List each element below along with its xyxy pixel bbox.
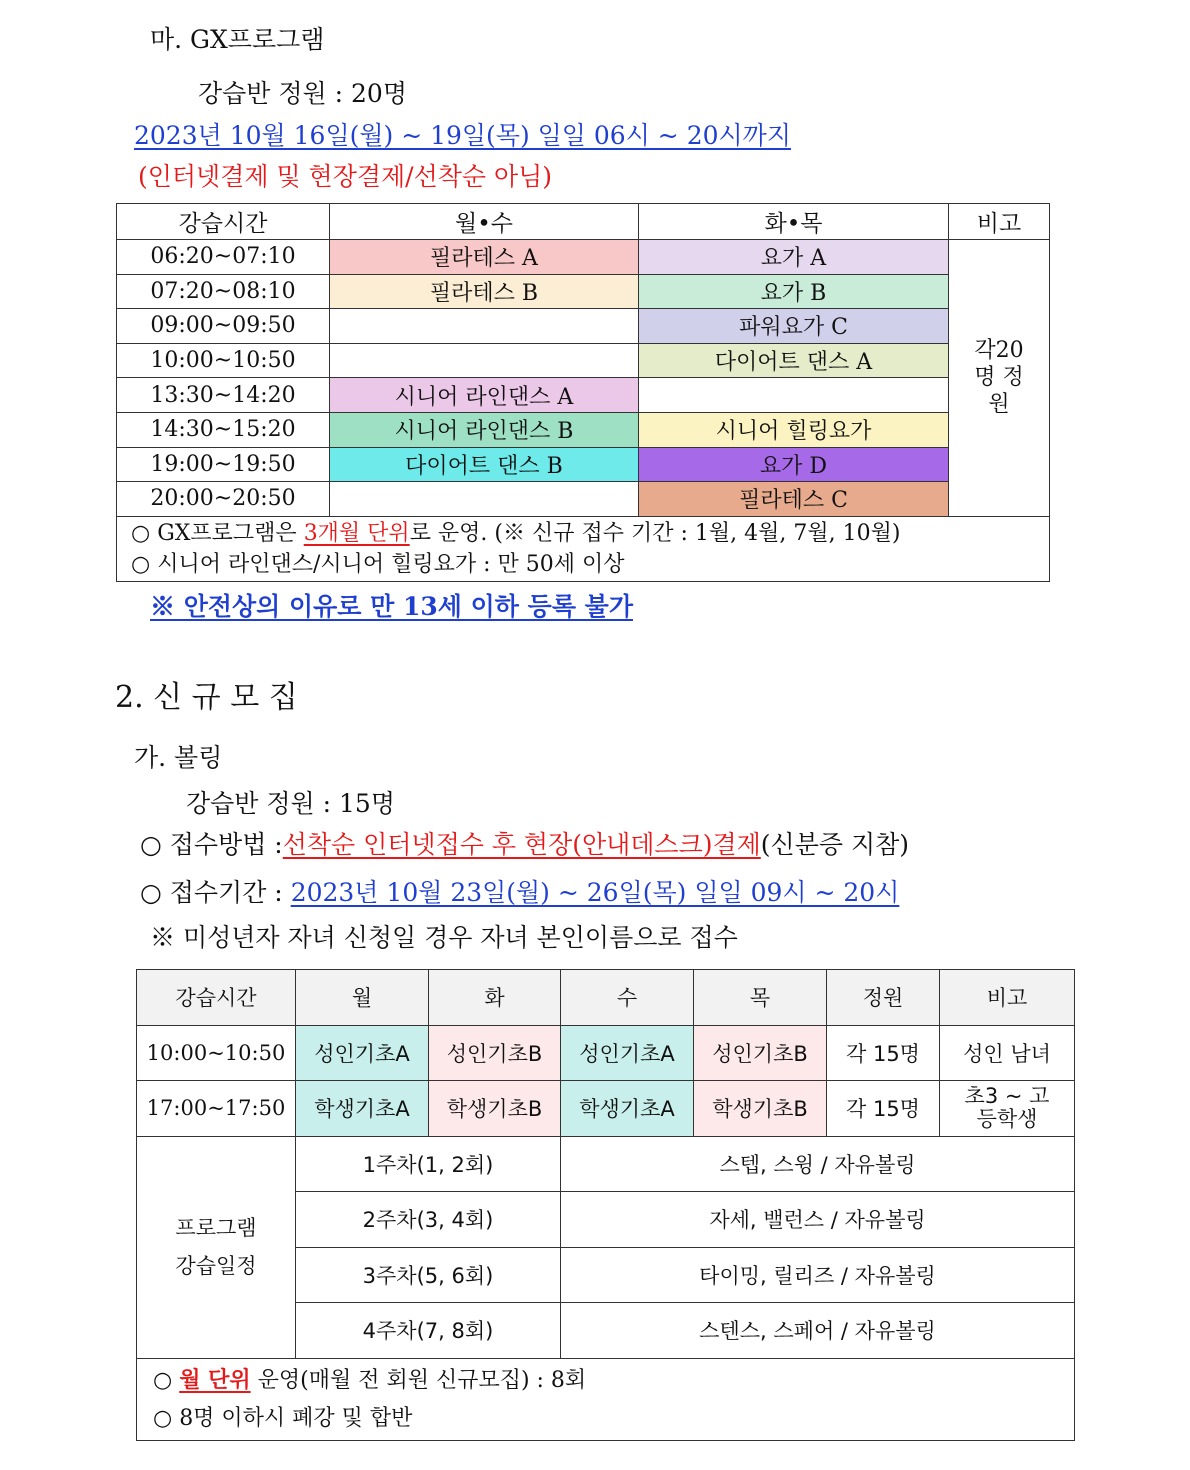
gx-class-mon-wed: 시니어 라인댄스 B [330, 412, 639, 447]
bowling-capacity: 강습반 정원 : 15명 [186, 789, 395, 818]
bowling-header-thu: 목 [694, 970, 827, 1026]
bowling-method-highlight: 선착순 인터넷접수 후 현장(안내데스크)결제 [282, 830, 761, 859]
bowling-week-content: 타이밍, 릴리즈 / 자유볼링 [561, 1247, 1075, 1303]
bowling-header-time: 강습시간 [137, 970, 296, 1026]
bowling-capacity-cell: 각 15명 [827, 1025, 940, 1081]
bowling-schedule-label-2: 강습일정 [175, 1254, 257, 1278]
bowling-week: 4주차(7, 8회) [296, 1303, 561, 1359]
bowling-header-remark: 비고 [940, 970, 1075, 1026]
gx-header-time: 강습시간 [117, 204, 330, 240]
bowling-class-wed: 성인기초A [561, 1025, 694, 1081]
gx-remark: 각20명 정원 [974, 338, 1024, 418]
gx-time: 14:30~15:20 [117, 412, 330, 447]
gx-heading: 마. GX프로그램 [150, 25, 325, 54]
gx-class-tue-thu [639, 378, 949, 413]
bowling-note-2: ○ 8명 이하시 폐강 및 합반 [153, 1405, 413, 1431]
gx-header-mon-wed: 월•수 [330, 204, 639, 240]
gx-time: 13:30~14:20 [117, 378, 330, 413]
gx-class-mon-wed: 필라테스 A [330, 240, 639, 275]
bowling-week: 1주차(1, 2회) [296, 1136, 561, 1192]
bowling-header-row [137, 970, 1075, 1026]
bowling-week-content: 스텐스, 스페어 / 자유볼링 [561, 1303, 1075, 1359]
gx-schedule-table [116, 203, 1050, 582]
bowling-header-wed: 수 [561, 970, 694, 1026]
gx-time: 20:00~20:50 [117, 482, 330, 517]
bowling-header-capacity: 정원 [827, 970, 940, 1026]
bowling-time: 17:00~17:50 [137, 1081, 296, 1137]
bowling-class-mon: 성인기초A [296, 1025, 429, 1081]
gx-row [117, 274, 1050, 309]
bowling-remark: 초3 ~ 고등학생 [964, 1084, 1050, 1132]
bowling-header-tue: 화 [429, 970, 561, 1026]
bowling-schedule-label [137, 1136, 296, 1358]
section-2-title: 2. 신 규 모 집 [115, 680, 298, 715]
bowling-note-1-prefix: ○ [153, 1367, 180, 1393]
gx-row [117, 240, 1050, 275]
bowling-period: 2023년 10월 23일(월) ~ 26일(목) 일일 09시 ~ 20시 [290, 878, 900, 907]
gx-header-tue-thu: 화•목 [639, 204, 949, 240]
gx-note-2: ○ 시니어 라인댄스/시니어 힐링요가 : 만 50세 이상 [131, 551, 625, 577]
bowling-note-1 [153, 1361, 1074, 1400]
bowling-week-content: 스텝, 스윙 / 자유볼링 [561, 1136, 1075, 1192]
bowling-week: 3주차(5, 6회) [296, 1247, 561, 1303]
bowling-class-thu: 학생기초B [694, 1081, 827, 1137]
bowling-period-line [140, 873, 899, 909]
gx-class-mon-wed [330, 309, 639, 344]
gx-class-mon-wed: 시니어 라인댄스 A [330, 378, 639, 413]
gx-row [117, 447, 1050, 482]
gx-row [117, 482, 1050, 517]
bowling-row [137, 1025, 1075, 1081]
gx-notes-row [117, 516, 1050, 581]
gx-time: 09:00~09:50 [117, 309, 330, 344]
bowling-method-label: ○ 접수방법 : [140, 830, 283, 859]
gx-class-mon-wed [330, 343, 639, 378]
gx-row [117, 343, 1050, 378]
bowling-heading: 가. 볼링 [134, 743, 223, 772]
gx-class-tue-thu: 필라테스 C [639, 482, 949, 517]
bowling-method-suffix: (신분증 지참) [760, 830, 910, 859]
gx-class-tue-thu: 요가 A [639, 240, 949, 275]
bowling-remark-cell [940, 1081, 1075, 1137]
gx-note-1-prefix: ○ GX프로그램은 [131, 520, 304, 546]
gx-remark-cell [949, 240, 1050, 517]
gx-class-mon-wed [330, 482, 639, 517]
bowling-week-content: 자세, 밸런스 / 자유볼링 [561, 1192, 1075, 1248]
bowling-capacity-cell: 각 15명 [827, 1081, 940, 1137]
gx-note-1 [131, 518, 1049, 549]
gx-row [117, 378, 1050, 413]
bowling-row [137, 1081, 1075, 1137]
gx-row [117, 309, 1050, 344]
bowling-schedule-table [136, 969, 1075, 1441]
bowling-remark-cell: 성인 남녀 [940, 1025, 1075, 1081]
bowling-method [140, 825, 909, 861]
bowling-minor-note: ※ 미성년자 자녀 신청일 경우 자녀 본인이름으로 접수 [150, 923, 738, 952]
bowling-notes [137, 1358, 1075, 1440]
bowling-class-tue: 성인기초B [429, 1025, 561, 1081]
gx-class-tue-thu: 요가 B [639, 274, 949, 309]
gx-header-row [117, 204, 1050, 240]
gx-class-mon-wed: 필라테스 B [330, 274, 639, 309]
gx-row [117, 412, 1050, 447]
gx-class-tue-thu: 다이어트 댄스 A [639, 343, 949, 378]
bowling-notes-row [137, 1358, 1075, 1440]
bowling-note-1-highlight: 월 단위 [179, 1366, 251, 1393]
bowling-time: 10:00~10:50 [137, 1025, 296, 1081]
bowling-period-label: ○ 접수기간 : [140, 878, 291, 907]
gx-time: 06:20~07:10 [117, 240, 330, 275]
gx-time: 10:00~10:50 [117, 343, 330, 378]
gx-period: 2023년 10월 16일(월) ~ 19일(목) 일일 06시 ~ 20시까지 [134, 121, 791, 150]
gx-note-1-suffix: 로 운영. (※ 신규 접수 기간 : 1월, 4월, 7월, 10월) [409, 520, 901, 546]
gx-time: 19:00~19:50 [117, 447, 330, 482]
bowling-note-1-suffix: 운영(매월 전 회원 신규모집) : 8회 [250, 1367, 587, 1393]
bowling-class-mon: 학생기초A [296, 1081, 429, 1137]
gx-payment-note: (인터넷결제 및 현장결제/선착순 아님) [138, 162, 553, 191]
gx-class-tue-thu: 시니어 힐링요가 [639, 412, 949, 447]
bowling-class-wed: 학생기초A [561, 1081, 694, 1137]
gx-safety-note: ※ 안전상의 이유로 만 13세 이하 등록 불가 [150, 592, 633, 621]
bowling-schedule-row [137, 1136, 1075, 1192]
bowling-class-thu: 성인기초B [694, 1025, 827, 1081]
bowling-week: 2주차(3, 4회) [296, 1192, 561, 1248]
bowling-header-mon: 월 [296, 970, 429, 1026]
gx-class-tue-thu: 파워요가 C [639, 309, 949, 344]
gx-header-remark: 비고 [949, 204, 1050, 240]
gx-class-tue-thu: 요가 D [639, 447, 949, 482]
bowling-class-tue: 학생기초B [429, 1081, 561, 1137]
gx-notes [117, 516, 1050, 581]
gx-note-1-highlight: 3개월 단위 [303, 520, 410, 546]
gx-time: 07:20~08:10 [117, 274, 330, 309]
bowling-schedule-label-1: 프로그램 [175, 1216, 257, 1240]
gx-capacity: 강습반 정원 : 20명 [198, 79, 407, 108]
gx-class-mon-wed: 다이어트 댄스 B [330, 447, 639, 482]
